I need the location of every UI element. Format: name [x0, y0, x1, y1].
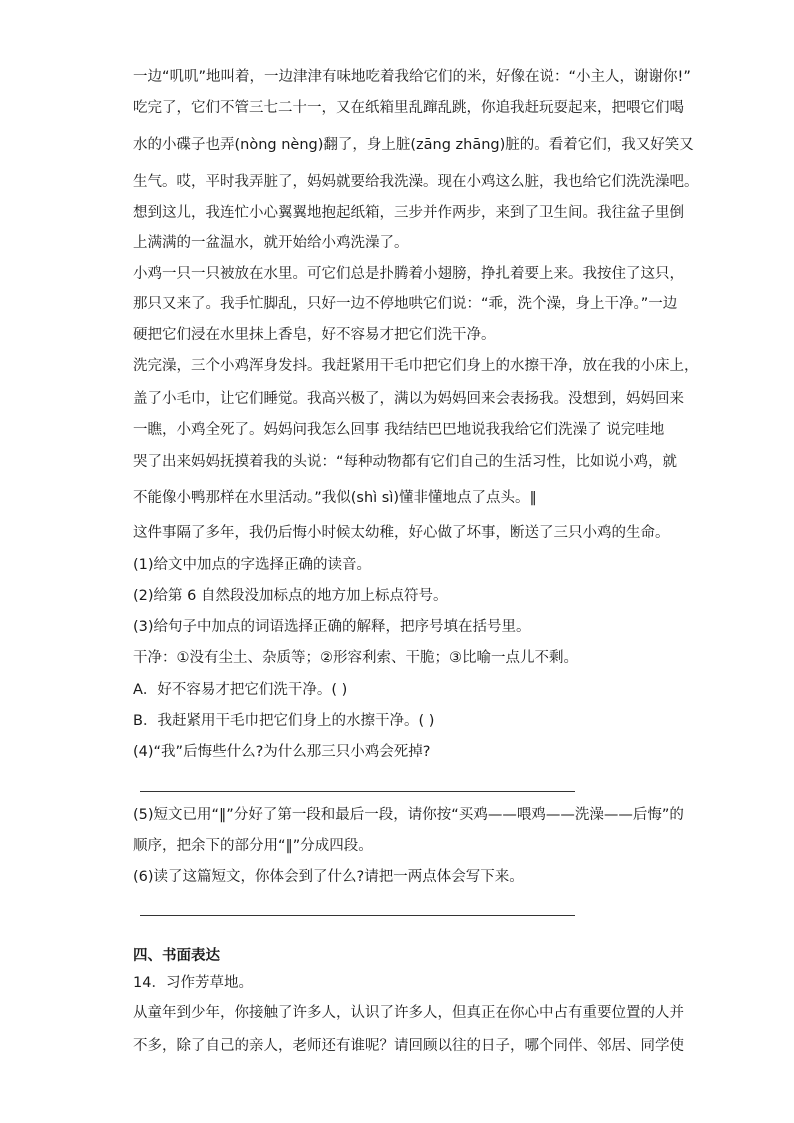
text-line: 一瞧，小鸡全死了。妈妈问我怎么回事 我结结巴巴地说我我给它们洗澡了 说完哇地 — [133, 422, 665, 438]
question-4: (4)“我”后悔些什么?为什么那三只小鸡会死掉? — [133, 744, 431, 760]
answer-line[interactable] — [140, 791, 575, 792]
text-line: 盖了小毛巾，让它们睡觉。我高兴极了，满以为妈妈回来会表扬我。没想到，妈妈回来 — [133, 391, 684, 407]
text-line: 水的小碟子也弄(nòng nèng)翻了，身上脏(zāng zhāng)脏的。看着它们，我又好笑又 — [133, 137, 694, 153]
option-b: B．我赶紧用干毛巾把它们身上的水擦干净。( ) — [133, 713, 435, 729]
text-line: 洗完澡，三个小鸡浑身发抖。我赶紧用干毛巾把它们身上的水擦干净，放在我的小床上， — [133, 358, 699, 374]
text-line: 吃完了，它们不管三七二十一，又在纸箱里乱蹿乱跳，你追我赶玩耍起来，把喂它们喝 — [133, 100, 684, 116]
text-line: 顺序，把余下的部分用“‖”分成四段。 — [133, 838, 373, 854]
question-3: (3)给句子中加点的词语选择正确的解释，把序号填在括号里。 — [133, 619, 531, 635]
question-1: (1)给文中加点的字选择正确的读音。 — [133, 557, 372, 573]
text-line: 硬把它们浸在水里抹上香皂，好不容易才把它们洗干净。 — [133, 327, 496, 343]
definition-line: 干净：①没有尘土、杂质等；②形容利索、干脆；③比喻一点儿不剩。 — [133, 650, 578, 666]
text-line: 那只又来了。我手忙脚乱，只好一边不停地哄它们说：“乖，洗个澡，身上干净。”一边 — [133, 296, 678, 312]
text-line: 上满满的一盆温水，就开始给小鸡洗澡了。 — [133, 235, 409, 251]
question-2: (2)给第 6 自然段没加标点的地方加上标点符号。 — [133, 588, 448, 604]
section-heading: 四、书面表达 — [133, 948, 220, 964]
text-line: 想到这儿，我连忙小心翼翼地抱起纸箱，三步并作两步，来到了卫生间。我往盆子里倒 — [133, 205, 684, 221]
text-line: 不能像小鸭那样在水里活动。”我似(shì sì)懂非懂地点了点头。‖ — [133, 490, 537, 506]
question-14: 14．习作芳草地。 — [133, 975, 253, 991]
text-line: 哭了出来妈妈抚摸着我的头说：“每种动物都有它们自己的生活习性，比如说小鸡，就 — [133, 454, 678, 470]
text-line: 生气。哎，平时我弄脏了，妈妈就要给我洗澡。现在小鸡这么脏，我也给它们洗洗澡吧。 — [133, 174, 699, 190]
option-a: A．好不容易才把它们洗干净。( ) — [133, 682, 348, 698]
text-line: 从童年到少年，你接触了许多人，认识了许多人，但真正在你心中占有重要位置的人并 — [133, 1005, 684, 1021]
text-line: 不多，除了自己的亲人，老师还有谁呢？请回顾以往的日子，哪个同伴、邻居、同学使 — [133, 1038, 684, 1054]
question-5: (5)短文已用“‖”分好了第一段和最后一段，请你按“买鸡——喂鸡——洗澡——后悔”的 — [133, 807, 684, 823]
text-line: 一边“叽叽”地叫着，一边津津有味地吃着我给它们的米，好像在说：“小主人，谢谢你!” — [133, 69, 691, 85]
question-6: (6)读了这篇短文，你体会到了什么?请把一两点体会写下来。 — [133, 869, 524, 885]
text-line: 这件事隔了多年，我仍后悔小时候太幼稚，好心做了坏事，断送了三只小鸡的生命。 — [133, 525, 670, 541]
answer-line[interactable] — [140, 915, 575, 916]
text-line: 小鸡一只一只被放在水里。可它们总是扑腾着小翅膀，挣扎着要上来。我按住了这只， — [133, 266, 684, 282]
